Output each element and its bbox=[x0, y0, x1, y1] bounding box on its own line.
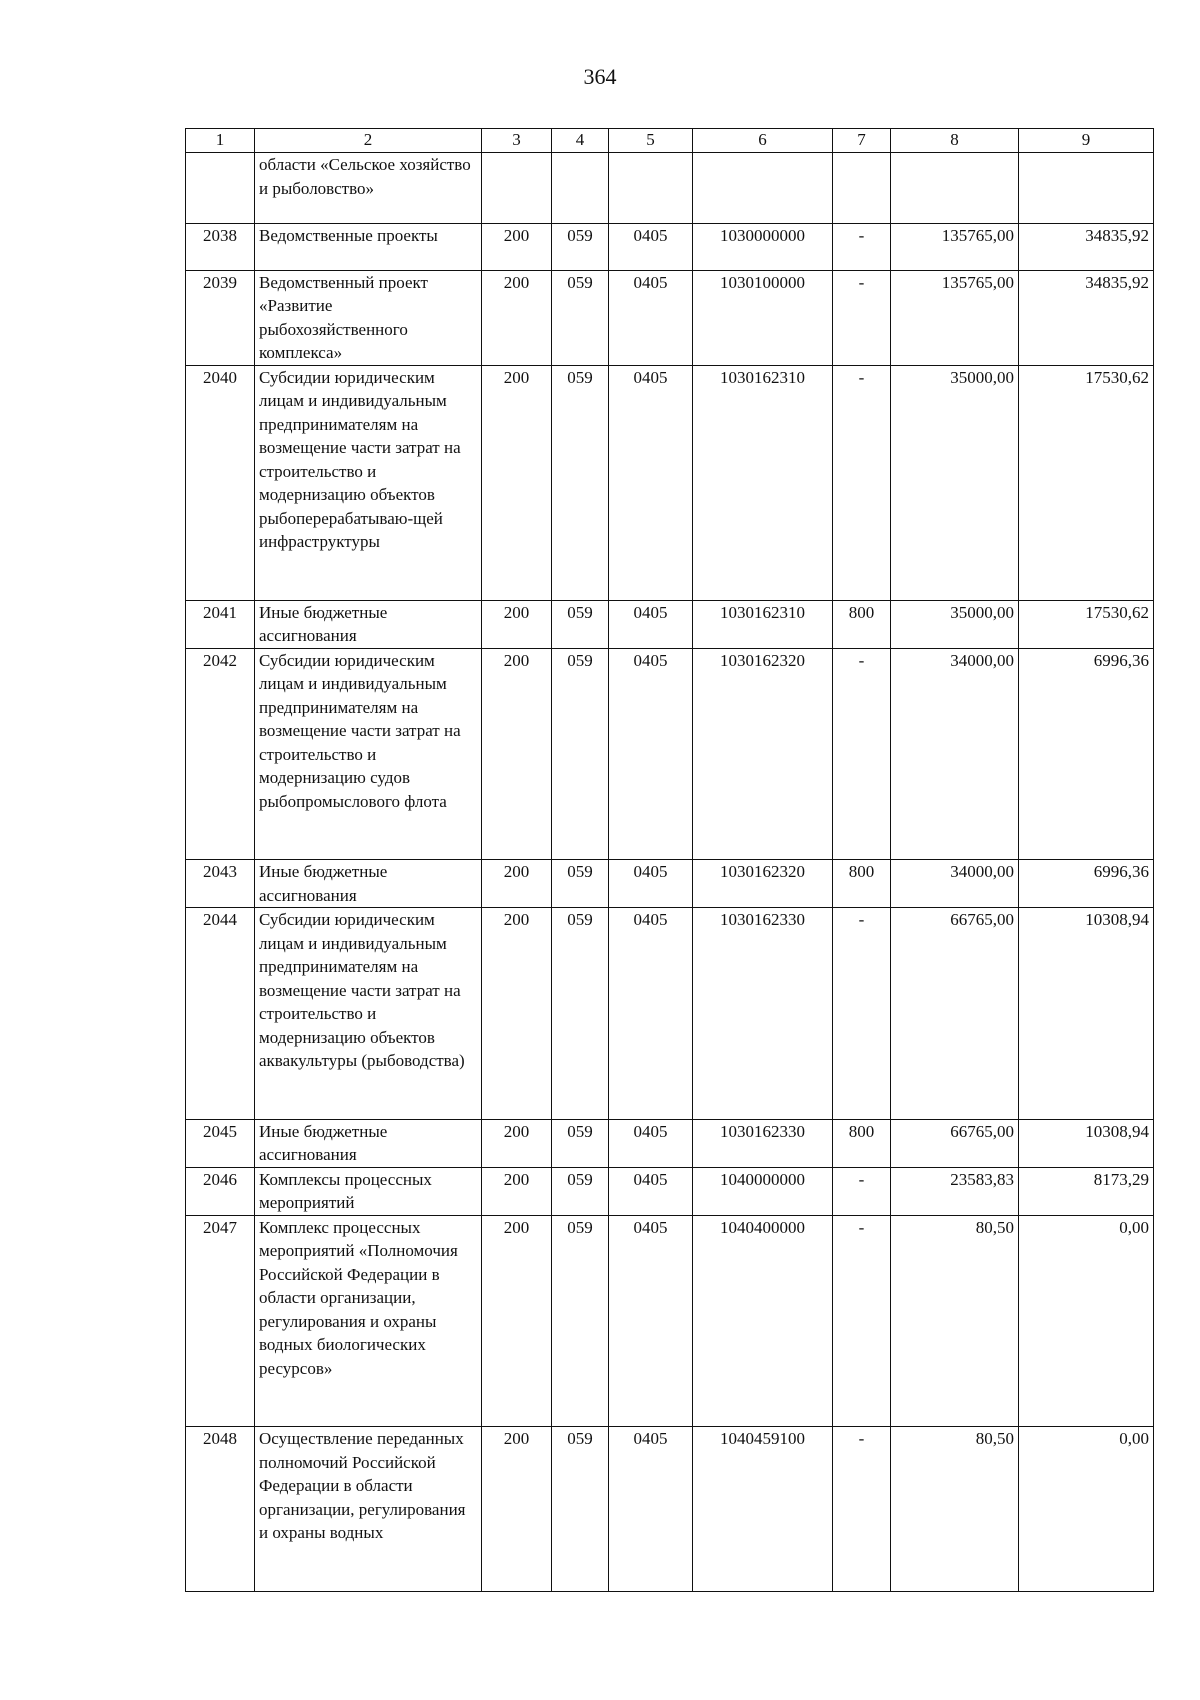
row-number: 2039 bbox=[186, 270, 255, 365]
column-header-4: 4 bbox=[552, 129, 609, 153]
row-col-6: 1030162330 bbox=[693, 908, 833, 1120]
row-col-6: 1040000000 bbox=[693, 1167, 833, 1215]
row-col-9: 17530,62 bbox=[1019, 365, 1154, 600]
row-col-5: 0405 bbox=[609, 908, 693, 1120]
row-number: 2043 bbox=[186, 860, 255, 908]
row-col-3: 200 bbox=[482, 1215, 552, 1427]
row-number: 2045 bbox=[186, 1119, 255, 1167]
row-col-7: - bbox=[833, 223, 891, 270]
row-col-8: 66765,00 bbox=[891, 908, 1019, 1120]
row-col-8: 66765,00 bbox=[891, 1119, 1019, 1167]
column-header-6: 6 bbox=[693, 129, 833, 153]
column-header-7: 7 bbox=[833, 129, 891, 153]
row-col-8: 80,50 bbox=[891, 1215, 1019, 1427]
row-col-8: 34000,00 bbox=[891, 648, 1019, 860]
row-col-7: - bbox=[833, 1167, 891, 1215]
row-col-8 bbox=[891, 153, 1019, 224]
row-col-6: 1040400000 bbox=[693, 1215, 833, 1427]
table-row bbox=[186, 600, 1154, 648]
row-name: Комплекс процессных мероприятий «Полномочия Российской Федерации в области организации, регулирования и охраны водных биологических ресурсов» bbox=[255, 1215, 482, 1427]
row-col-5: 0405 bbox=[609, 860, 693, 908]
row-col-4: 059 bbox=[552, 860, 609, 908]
row-col-9: 6996,36 bbox=[1019, 648, 1154, 860]
row-col-9: 6996,36 bbox=[1019, 860, 1154, 908]
row-col-9 bbox=[1019, 153, 1154, 224]
row-col-9: 8173,29 bbox=[1019, 1167, 1154, 1215]
row-col-7: - bbox=[833, 908, 891, 1120]
row-col-8: 23583,83 bbox=[891, 1167, 1019, 1215]
row-col-5: 0405 bbox=[609, 365, 693, 600]
row-name: Иные бюджетные ассигнования bbox=[255, 1119, 482, 1167]
row-name: Иные бюджетные ассигнования bbox=[255, 600, 482, 648]
table-row bbox=[186, 908, 1154, 1120]
row-col-5: 0405 bbox=[609, 1215, 693, 1427]
row-name: Субсидии юридическим лицам и индивидуальным предпринимателям на возмещение части затрат на строительство и модернизацию судов рыбопромыслового флота bbox=[255, 648, 482, 860]
column-header-9: 9 bbox=[1019, 129, 1154, 153]
row-col-8: 135765,00 bbox=[891, 223, 1019, 270]
row-col-8: 135765,00 bbox=[891, 270, 1019, 365]
row-col-9: 34835,92 bbox=[1019, 270, 1154, 365]
column-header-8: 8 bbox=[891, 129, 1019, 153]
row-col-3: 200 bbox=[482, 648, 552, 860]
table-row bbox=[186, 153, 1154, 224]
row-col-8: 80,50 bbox=[891, 1427, 1019, 1592]
row-col-5: 0405 bbox=[609, 1427, 693, 1592]
row-col-5: 0405 bbox=[609, 1119, 693, 1167]
row-number: 2044 bbox=[186, 908, 255, 1120]
row-col-7: - bbox=[833, 270, 891, 365]
row-name: Осуществление переданных полномочий Российской Федерации в области организации, регулирования и охраны водных bbox=[255, 1427, 482, 1592]
row-col-4: 059 bbox=[552, 908, 609, 1120]
row-col-4: 059 bbox=[552, 223, 609, 270]
table-row bbox=[186, 1427, 1154, 1592]
table-row bbox=[186, 223, 1154, 270]
row-col-5: 0405 bbox=[609, 1167, 693, 1215]
row-col-4: 059 bbox=[552, 365, 609, 600]
page-number: 364 bbox=[583, 64, 617, 89]
row-col-7: 800 bbox=[833, 1119, 891, 1167]
row-col-5: 0405 bbox=[609, 600, 693, 648]
row-col-9: 34835,92 bbox=[1019, 223, 1154, 270]
row-number: 2047 bbox=[186, 1215, 255, 1427]
row-col-3: 200 bbox=[482, 365, 552, 600]
row-col-6: 1030162310 bbox=[693, 365, 833, 600]
column-header-3: 3 bbox=[482, 129, 552, 153]
row-col-8: 35000,00 bbox=[891, 365, 1019, 600]
row-col-8: 35000,00 bbox=[891, 600, 1019, 648]
row-col-3: 200 bbox=[482, 908, 552, 1120]
table-row bbox=[186, 1119, 1154, 1167]
row-col-5: 0405 bbox=[609, 223, 693, 270]
row-number: 2042 bbox=[186, 648, 255, 860]
row-name: Субсидии юридическим лицам и индивидуальным предпринимателям на возмещение части затрат на строительство и модернизацию объектов аквакультуры (рыбоводства) bbox=[255, 908, 482, 1120]
row-col-3: 200 bbox=[482, 600, 552, 648]
row-col-3 bbox=[482, 153, 552, 224]
row-col-8: 34000,00 bbox=[891, 860, 1019, 908]
row-name: Ведомственный проект «Развитие рыбохозяйственного комплекса» bbox=[255, 270, 482, 365]
row-number: 2038 bbox=[186, 223, 255, 270]
column-header-2: 2 bbox=[255, 129, 482, 153]
column-number-row bbox=[186, 129, 1154, 153]
row-col-6: 1030162320 bbox=[693, 648, 833, 860]
row-col-7: - bbox=[833, 648, 891, 860]
row-col-9: 17530,62 bbox=[1019, 600, 1154, 648]
row-col-6: 1030000000 bbox=[693, 223, 833, 270]
row-col-9: 0,00 bbox=[1019, 1427, 1154, 1592]
row-number bbox=[186, 153, 255, 224]
row-col-9: 0,00 bbox=[1019, 1215, 1154, 1427]
row-col-4: 059 bbox=[552, 648, 609, 860]
row-col-6: 1030100000 bbox=[693, 270, 833, 365]
row-col-6: 1030162330 bbox=[693, 1119, 833, 1167]
row-col-7 bbox=[833, 153, 891, 224]
row-col-5: 0405 bbox=[609, 648, 693, 860]
row-col-6: 1040459100 bbox=[693, 1427, 833, 1592]
row-col-3: 200 bbox=[482, 1119, 552, 1167]
row-col-7: 800 bbox=[833, 600, 891, 648]
row-col-4: 059 bbox=[552, 1215, 609, 1427]
table-row bbox=[186, 648, 1154, 860]
row-col-9: 10308,94 bbox=[1019, 908, 1154, 1120]
row-name: области «Сельское хозяйство и рыболовство» bbox=[255, 153, 482, 224]
row-name: Субсидии юридическим лицам и индивидуальным предпринимателям на возмещение части затрат на строительство и модернизацию объектов рыбоперерабатываю-щей инфраструктуры bbox=[255, 365, 482, 600]
row-col-3: 200 bbox=[482, 270, 552, 365]
row-number: 2046 bbox=[186, 1167, 255, 1215]
row-col-3: 200 bbox=[482, 1167, 552, 1215]
column-header-1: 1 bbox=[186, 129, 255, 153]
row-col-4: 059 bbox=[552, 600, 609, 648]
row-number: 2041 bbox=[186, 600, 255, 648]
row-col-3: 200 bbox=[482, 223, 552, 270]
row-col-7: - bbox=[833, 1215, 891, 1427]
row-number: 2040 bbox=[186, 365, 255, 600]
row-col-5 bbox=[609, 153, 693, 224]
table-row bbox=[186, 1167, 1154, 1215]
row-name: Комплексы процессных мероприятий bbox=[255, 1167, 482, 1215]
row-name: Иные бюджетные ассигнования bbox=[255, 860, 482, 908]
row-col-6: 1030162310 bbox=[693, 600, 833, 648]
row-col-5: 0405 bbox=[609, 270, 693, 365]
table-row bbox=[186, 1215, 1154, 1427]
row-col-3: 200 bbox=[482, 1427, 552, 1592]
table-body bbox=[186, 153, 1154, 1592]
row-col-4: 059 bbox=[552, 270, 609, 365]
row-name: Ведомственные проекты bbox=[255, 223, 482, 270]
row-number: 2048 bbox=[186, 1427, 255, 1592]
row-col-4: 059 bbox=[552, 1119, 609, 1167]
row-col-4 bbox=[552, 153, 609, 224]
row-col-4: 059 bbox=[552, 1167, 609, 1215]
row-col-7: - bbox=[833, 1427, 891, 1592]
row-col-7: - bbox=[833, 365, 891, 600]
row-col-4: 059 bbox=[552, 1427, 609, 1592]
table-row bbox=[186, 365, 1154, 600]
row-col-3: 200 bbox=[482, 860, 552, 908]
row-col-6: 1030162320 bbox=[693, 860, 833, 908]
table-row bbox=[186, 860, 1154, 908]
budget-table bbox=[185, 128, 1154, 1592]
row-col-9: 10308,94 bbox=[1019, 1119, 1154, 1167]
row-col-6 bbox=[693, 153, 833, 224]
column-header-5: 5 bbox=[609, 129, 693, 153]
row-col-7: 800 bbox=[833, 860, 891, 908]
table-row bbox=[186, 270, 1154, 365]
